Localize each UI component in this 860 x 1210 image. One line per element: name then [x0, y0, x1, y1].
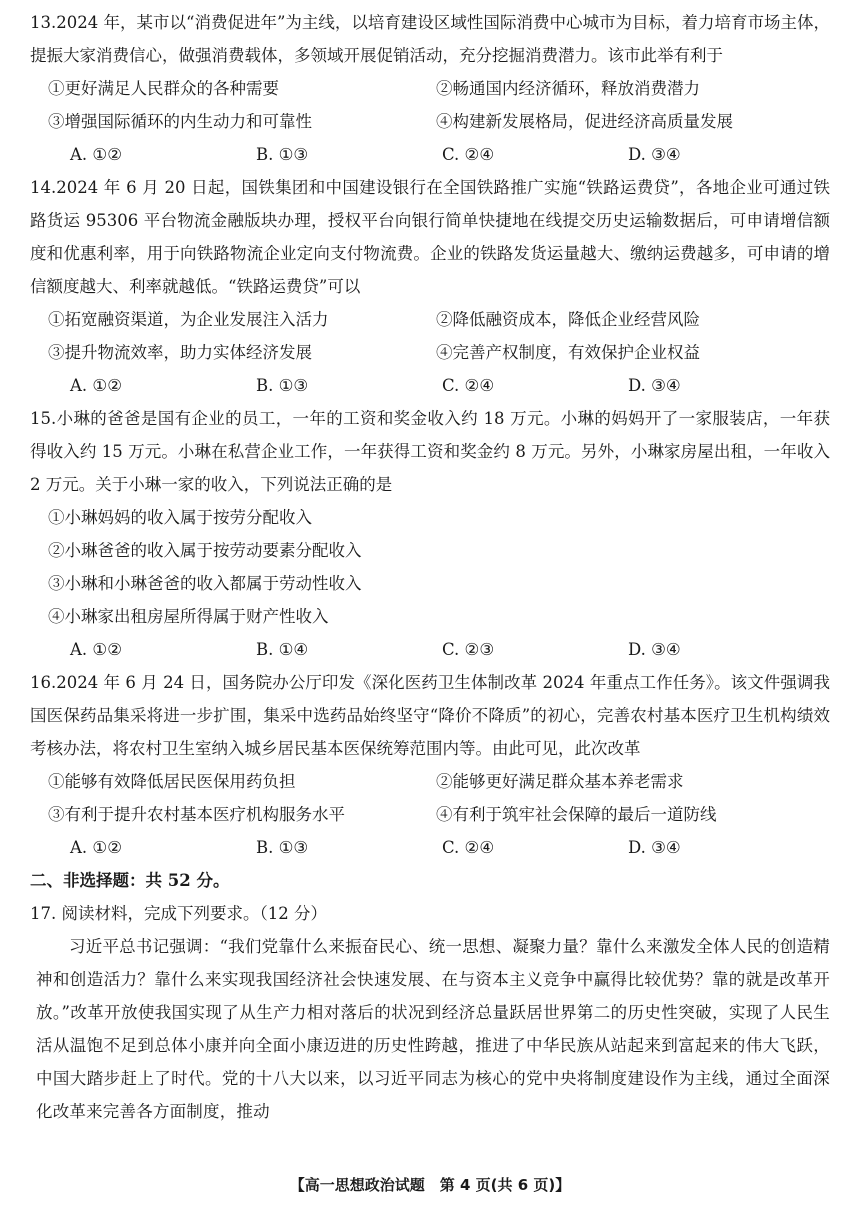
option-row — [30, 765, 830, 798]
question-intro: 17. 阅读材料，完成下列要求。（12 分） — [30, 904, 327, 923]
question-stem — [30, 6, 830, 72]
choice-c: C. ②④ — [442, 376, 495, 395]
question-number: 15. — [30, 409, 57, 428]
choice-a: A. ①② — [70, 376, 122, 395]
option-1: ①更好满足人民群众的各种需要 — [48, 79, 279, 98]
option-2: ②降低融资成本，降低企业经营风险 — [436, 310, 700, 329]
choice-c: C. ②④ — [442, 145, 495, 164]
choice-d: D. ③④ — [628, 640, 681, 659]
choice-d: D. ③④ — [628, 376, 681, 395]
option-3: ③提升物流效率，助力实体经济发展 — [48, 343, 312, 362]
option-2: ②能够更好满足群众基本养老需求 — [436, 772, 684, 791]
choice-b: B. ①③ — [256, 145, 309, 164]
reading-passage: 习近平总书记强调：“我们党靠什么来振奋民心、统一思想、凝聚力量？靠什么来激发全体人民的创造精神和创造活力？靠什么来实现我国经济社会快速发展、在与资本主义竞争中赢得比较优势？靠的就是改革开放。”改革开放使我国实现了从生产力相对落后的状况到经济总量跃居世界第二的历史性突破，实现了人民生活从温饱不足到总体小康并向全面小康迈进的历史性跨越，推进了中华民族从站起来到富起来的伟大飞跃，中国大踏步赶上了时代。党的十八大以来，以习近平同志为核心的党中央将制度建设作为主线，通过全面深化改革来完善各方面制度，推动 — [36, 937, 830, 1121]
choice-d: D. ③④ — [628, 145, 681, 164]
question-number: 13. — [30, 13, 57, 32]
option-row — [30, 303, 830, 336]
option-row — [30, 798, 830, 831]
question-text: 2024 年，某市以“消费促进年”为主线，以培育建设区域性国际消费中心城市为目标，着力培育市场主体，提振大家消费信心，做强消费载体，多领域开展促销活动，充分挖掘消费潜力。该市此举有利于 — [30, 13, 830, 65]
question-stem — [30, 666, 830, 765]
option-3: ③有利于提升农村基本医疗机构服务水平 — [48, 805, 345, 824]
option-4: ④有利于筑牢社会保障的最后一道防线 — [436, 805, 717, 824]
choice-b: B. ①③ — [256, 838, 309, 857]
question-number: 14. — [30, 178, 57, 197]
choice-a: A. ①② — [70, 145, 122, 164]
choice-a: A. ①② — [70, 838, 122, 857]
answer-choices — [30, 138, 830, 171]
option-3: ③小琳和小琳爸爸的收入都属于劳动性收入 — [48, 574, 362, 593]
choice-c: C. ②④ — [442, 838, 495, 857]
answer-choices — [30, 831, 830, 864]
question-text: 2024 年 6 月 24 日，国务院办公厅印发《深化医药卫生体制改革 2024 年重点工作任务》。该文件强调我国医保药品集采将进一步扩围，集采中选药品始终坚守“降价不降质”的初心，完善农村基本医疗卫生机构绩效考核办法，将农村卫生室纳入城乡居民基本医保统筹范围内等。由此可见，此次改革 — [30, 673, 830, 758]
question-14 — [30, 171, 830, 402]
option-row — [30, 72, 830, 105]
answer-choices — [30, 369, 830, 402]
question-number: 16. — [30, 673, 57, 692]
option-4: ④构建新发展格局，促进经济高质量发展 — [436, 112, 733, 131]
choice-c: C. ②③ — [442, 640, 495, 659]
page-footer: 【高一思想政治试题 第 4 页(共 6 页)】 — [289, 1176, 571, 1194]
section-title: 二、非选择题：共 52 分。 — [30, 871, 230, 890]
question-15 — [30, 402, 830, 666]
option-2: ②畅通国内经济循环，释放消费潜力 — [436, 79, 700, 98]
question-17 — [30, 897, 830, 1128]
choice-b: B. ①③ — [256, 376, 309, 395]
choice-d: D. ③④ — [628, 838, 681, 857]
option-1: ①能够有效降低居民医保用药负担 — [48, 772, 296, 791]
question-13 — [30, 6, 830, 171]
question-16 — [30, 666, 830, 864]
option-4: ④小琳家出租房屋所得属于财产性收入 — [48, 607, 329, 626]
option-3: ③增强国际循环的内生动力和可靠性 — [48, 112, 312, 131]
option-4: ④完善产权制度，有效保护企业权益 — [436, 343, 700, 362]
choice-b: B. ①④ — [256, 640, 309, 659]
option-1: ①小琳妈妈的收入属于按劳分配收入 — [48, 508, 312, 527]
answer-choices — [30, 633, 830, 666]
option-row — [30, 336, 830, 369]
option-1: ①拓宽融资渠道，为企业发展注入活力 — [48, 310, 329, 329]
question-stem — [30, 402, 830, 501]
question-text: 小琳的爸爸是国有企业的员工，一年的工资和奖金收入约 18 万元。小琳的妈妈开了一家服装店，一年获得收入约 15 万元。小琳在私营企业工作，一年获得工资和奖金约 8 万元。另外，小琳家房屋出租，一年收入 2 万元。关于小琳一家的收入，下列说法正确的是 — [30, 409, 830, 494]
question-text: 2024 年 6 月 20 日起，国铁集团和中国建设银行在全国铁路推广实施“铁路运费贷”，各地企业可通过铁路货运 95306 平台物流金融版块办理，授权平台向银行简单快捷地在线提交历史运输数据后，可申请增信额度和优惠利率，用于向铁路物流企业定向支付物流费。企业的铁路发货运量越大、缴纳运费越多，可申请的增信额度越大、利率就越低。“铁路运费贷”可以 — [30, 178, 830, 296]
option-2: ②小琳爸爸的收入属于按劳动要素分配收入 — [48, 541, 362, 560]
question-stem — [30, 171, 830, 303]
option-row — [30, 105, 830, 138]
choice-a: A. ①② — [70, 640, 122, 659]
